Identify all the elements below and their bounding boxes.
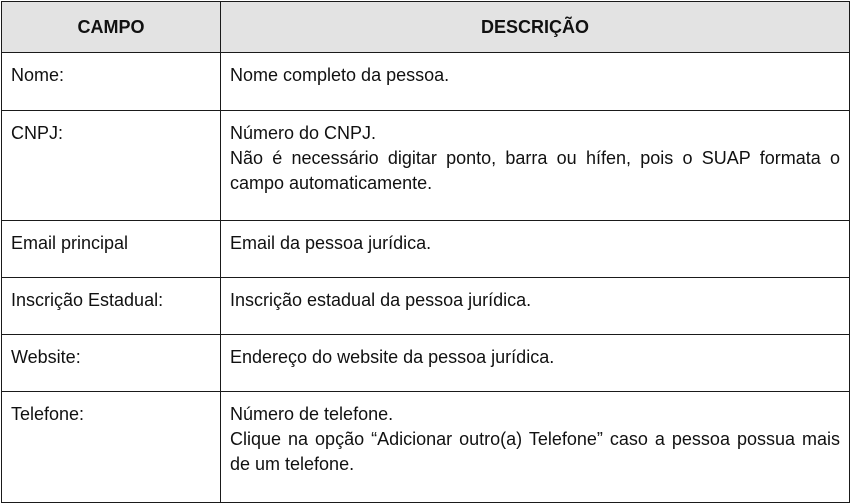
description-text: Endereço do website da pessoa jurídica. bbox=[230, 347, 555, 367]
table-row bbox=[2, 278, 850, 335]
description-text: Número do CNPJ. bbox=[230, 123, 377, 143]
table-row bbox=[2, 53, 850, 111]
description-text: Clique na opção “Adicionar outro(a) Telefone” caso a pessoa possua mais de um telefone. bbox=[230, 429, 840, 474]
description-text: Inscrição estadual da pessoa jurídica. bbox=[230, 290, 532, 310]
table-row bbox=[2, 392, 850, 503]
table-row bbox=[2, 335, 850, 392]
field-description-cell bbox=[221, 53, 850, 111]
field-description-cell bbox=[221, 278, 850, 335]
field-name-cell: Telefone: bbox=[2, 392, 221, 503]
table-header-row bbox=[2, 2, 850, 53]
header-descricao: DESCRIÇÃO bbox=[221, 2, 850, 53]
table-row bbox=[2, 221, 850, 278]
field-description-cell bbox=[221, 111, 850, 221]
field-description-cell bbox=[221, 335, 850, 392]
description-text: Número de telefone. bbox=[230, 404, 394, 424]
header-campo: CAMPO bbox=[2, 2, 221, 53]
field-name-cell: Inscrição Estadual: bbox=[2, 278, 221, 335]
field-name-cell: Email principal bbox=[2, 221, 221, 278]
description-text: Nome completo da pessoa. bbox=[230, 65, 450, 85]
table-row bbox=[2, 111, 850, 221]
field-name-cell: Website: bbox=[2, 335, 221, 392]
field-name-cell: Nome: bbox=[2, 53, 221, 111]
field-description-cell bbox=[221, 221, 850, 278]
description-text: Email da pessoa jurídica. bbox=[230, 233, 432, 253]
field-description-table bbox=[1, 1, 850, 503]
description-text: Não é necessário digitar ponto, barra ou hífen, pois o SUAP formata o campo automaticamente. bbox=[230, 148, 840, 193]
field-description-cell bbox=[221, 392, 850, 503]
field-name-cell: CNPJ: bbox=[2, 111, 221, 221]
